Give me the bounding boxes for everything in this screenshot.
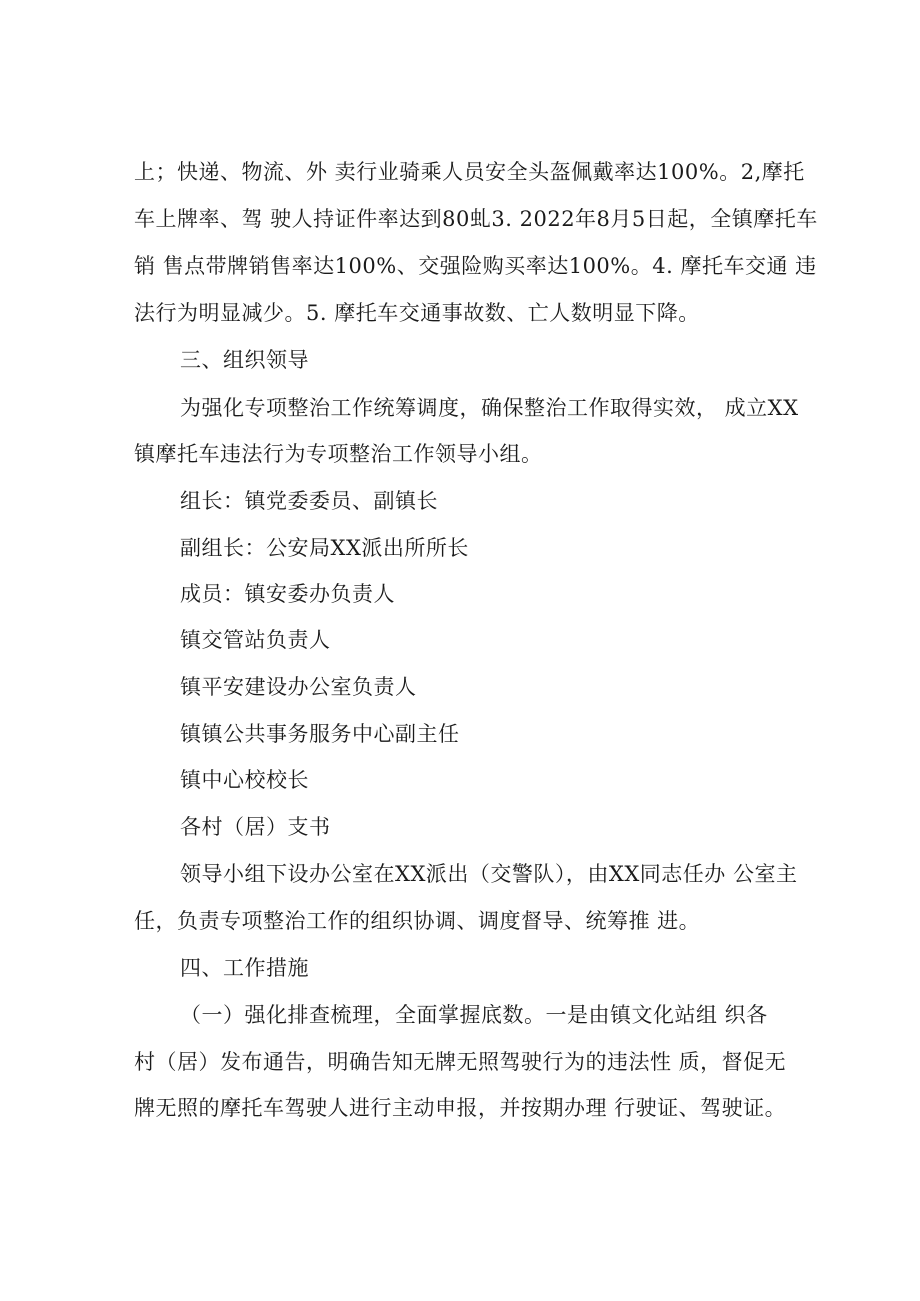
section-heading-organization: 三、组织领导 xyxy=(180,348,309,372)
paragraph-line: 任，负责专项整治工作的组织协调、调度督导、统筹推 进。 xyxy=(134,909,701,933)
member-line: 副组长：公安局XX派出所所长 xyxy=(180,536,469,560)
member-line: 镇平安建设办公室负责人 xyxy=(180,675,417,699)
paragraph-line: 村（居）发布通告，明确告知无牌无照驾驶行为的违法性 质，督促无 xyxy=(134,1050,787,1074)
paragraph-line: （一）强化排查梳理，全面掌握底数。一是由镇文化站组 织各 xyxy=(180,1003,768,1027)
member-line: 镇交管站负责人 xyxy=(180,628,331,652)
member-line: 组长：镇党委委员、副镇长 xyxy=(180,489,438,513)
paragraph-line: 车上牌率、驾 驶人持证件率达到80虬3. 2022年8月5日起，全镇摩托车 xyxy=(134,207,818,231)
paragraph-line: 销 售点带牌销售率达100%、交强险购买率达100%。4. 摩托车交通 违 xyxy=(134,254,817,278)
member-line: 镇中心校校长 xyxy=(180,768,309,792)
paragraph-line: 牌无照的摩托车驾驶人进行主动申报，并按期办理 行驶证、驾驶证。 xyxy=(134,1096,787,1120)
member-line: 成员：镇安委办负责人 xyxy=(180,582,395,606)
paragraph-line: 镇摩托车违法行为专项整治工作领导小组。 xyxy=(134,442,543,466)
paragraph-line: 法行为明显减少。5. 摩托车交通事故数、亡人数明显下降。 xyxy=(134,301,700,325)
member-line: 各村（居）支书 xyxy=(180,815,331,839)
section-heading-measures: 四、工作措施 xyxy=(180,956,309,980)
paragraph-line: 上；快递、物流、外 卖行业骑乘人员安全头盔佩戴率达100%。2,摩托 xyxy=(134,160,805,184)
paragraph-line: 为强化专项整治工作统筹调度，确保整治工作取得实效， 成立XX xyxy=(180,396,799,420)
member-line: 镇镇公共事务服务中心副主任 xyxy=(180,722,460,746)
paragraph-line: 领导小组下设办公室在XX派出（交警队），由XX同志任办 公室主 xyxy=(180,862,798,886)
